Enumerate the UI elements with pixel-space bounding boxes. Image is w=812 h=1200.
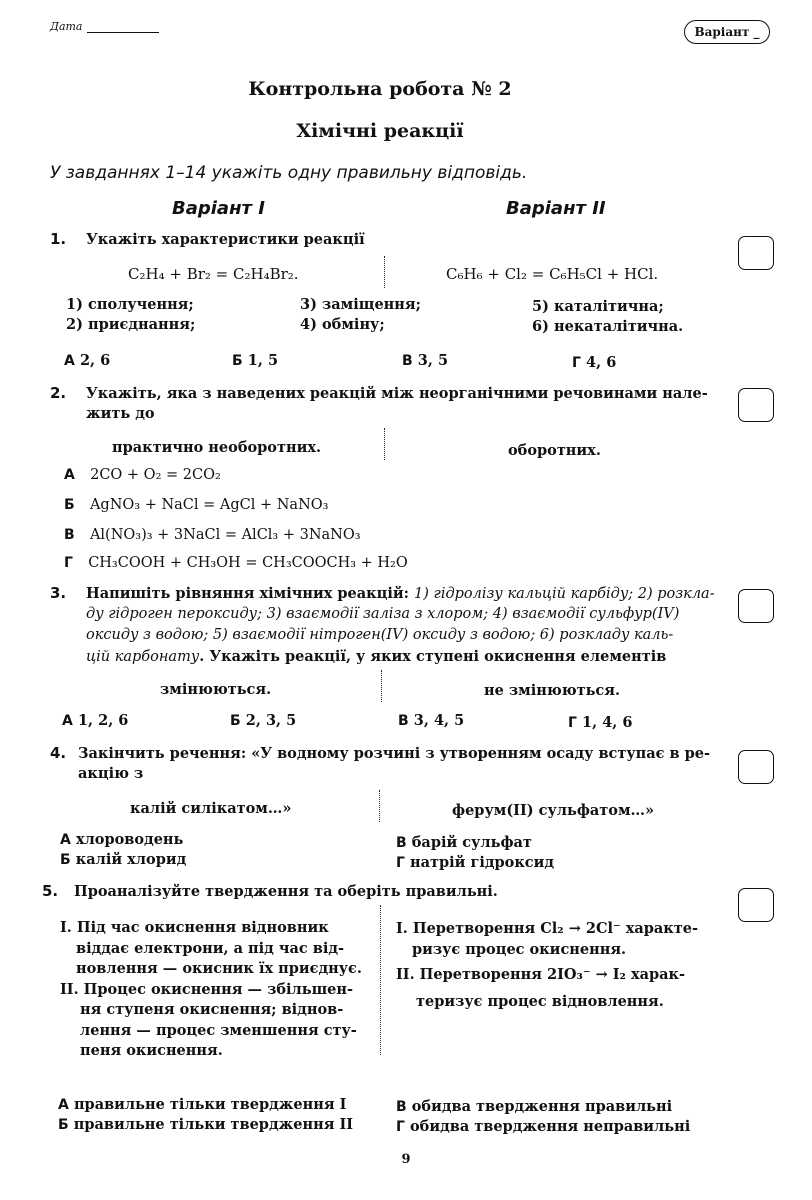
- answer-text: 2, 3, 5: [245, 712, 297, 729]
- answer-text: 3, 5: [417, 352, 449, 369]
- question-3-variant2: не змінюються.: [484, 682, 621, 699]
- column-divider: [381, 670, 382, 702]
- question-3-answer-box[interactable]: [738, 589, 774, 623]
- answer-letter: А: [64, 353, 75, 369]
- question-2-text-line1: Укажіть, яка з наведених реакцій між неорганічними речовинами нале-: [86, 385, 708, 402]
- answer-letter: Г: [396, 855, 405, 871]
- question-3-text-line1-a: Напишіть рівняння хімічних реакцій:: [86, 585, 414, 602]
- question-3-text-line4-b: . Укажіть реакції, у яких ступені окиснення елементів: [199, 648, 667, 665]
- question-3-text-line3: оксиду з водою; 5) взаємодії нітроген(IV) оксиду з водою; 6) розкладу каль-: [86, 627, 674, 643]
- answer-letter: В: [402, 353, 413, 369]
- answer-letter: Б: [58, 1117, 69, 1133]
- answer-text: AgNO₃ + NaCl = AgCl + NaNO₃: [89, 497, 329, 513]
- answer-text: Al(NO₃)₃ + 3NaCl = AlCl₃ + 3NaNO₃: [89, 527, 361, 543]
- answer-text: обидва твердження правильні: [411, 1098, 673, 1115]
- question-1-answer-b[interactable]: [232, 350, 278, 371]
- question-5-answer-c[interactable]: [396, 1096, 672, 1117]
- question-1-option-6: 6) некаталітична.: [532, 318, 684, 335]
- answer-letter: Г: [568, 715, 577, 731]
- answer-letter: Г: [396, 1119, 405, 1135]
- question-5-text: Проаналізуйте твердження та оберіть правильні.: [74, 883, 498, 900]
- question-4-variant1: калій силікатом…»: [130, 800, 292, 817]
- variant-badge[interactable]: Варіант _: [684, 20, 770, 44]
- column-divider: [384, 256, 385, 288]
- answer-text: обидва твердження неправильні: [410, 1118, 691, 1135]
- question-2-answer-c[interactable]: [64, 524, 361, 545]
- answer-text: 1, 2, 6: [77, 712, 129, 729]
- answer-text: 2, 6: [79, 352, 111, 369]
- statement-line: ризує процес окиснення.: [412, 941, 627, 958]
- answer-text: калій хлорид: [75, 851, 187, 868]
- statement-line: ня ступеня окиснення; віднов-: [80, 1001, 344, 1018]
- question-2-text-line2: жить до: [86, 405, 155, 422]
- question-1-option-1: 1) сполучення;: [66, 296, 194, 313]
- answer-letter: Б: [230, 713, 241, 729]
- question-3-text-line4: [86, 646, 666, 668]
- page-title: Контрольна робота № 2: [248, 78, 512, 100]
- question-3-text-line4-a: цій карбонату: [86, 649, 200, 665]
- answer-text: 2CO + O₂ = 2CO₂: [90, 467, 221, 483]
- question-3-answer-a[interactable]: [62, 710, 128, 731]
- answer-letter: А: [60, 832, 71, 848]
- question-3-number: 3.: [50, 584, 67, 602]
- question-5-answer-a[interactable]: [58, 1094, 346, 1115]
- question-2-answer-a[interactable]: [64, 464, 221, 485]
- question-5-answer-d[interactable]: [396, 1116, 690, 1137]
- page-number: 9: [401, 1152, 411, 1167]
- question-1-number: 1.: [50, 230, 67, 248]
- statement-line: II. Процес окиснення — збільшен-: [60, 980, 354, 998]
- question-1-answer-c[interactable]: [402, 350, 448, 371]
- question-2-answer-box[interactable]: [738, 388, 774, 422]
- statement-line: новлення — окисник їх приєднує.: [76, 960, 362, 977]
- column-divider: [384, 428, 385, 460]
- statement-line: I. Перетворення Cl₂ → 2Cl⁻ характе-: [396, 920, 699, 937]
- question-4-answer-b[interactable]: [60, 849, 186, 870]
- question-5-answer-box[interactable]: [738, 888, 774, 922]
- answer-letter: В: [64, 527, 75, 543]
- question-4-answer-d[interactable]: [396, 852, 554, 873]
- answer-text: правильне тільки твердження II: [73, 1116, 354, 1133]
- date-field: [50, 20, 159, 33]
- answer-letter: А: [58, 1097, 69, 1113]
- statement-line: I. Під час окиснення відновник: [60, 919, 329, 936]
- question-5-variant2-statements: [396, 918, 726, 1012]
- statement-line: пеня окиснення.: [80, 1042, 223, 1059]
- question-3-text-line1: [86, 583, 726, 605]
- question-1-option-3: 3) заміщення;: [300, 296, 421, 313]
- date-label: Дата: [50, 20, 83, 33]
- question-1-variant1-equation: C₂H₄ + Br₂ = C₂H₄Br₂.: [128, 265, 299, 283]
- variant-1-header: Варіант I: [172, 198, 265, 219]
- question-2-variant2: оборотних.: [508, 442, 601, 459]
- answer-text: 3, 4, 5: [413, 712, 465, 729]
- answer-letter: Б: [60, 852, 71, 868]
- answer-letter: В: [398, 713, 409, 729]
- statement-line: теризує процес відновлення.: [416, 993, 664, 1010]
- question-1-answer-box[interactable]: [738, 236, 774, 270]
- question-3-variant1: змінюються.: [160, 681, 272, 698]
- answer-letter: В: [396, 835, 407, 851]
- question-1-option-4: 4) обміну;: [300, 316, 385, 333]
- question-5-variant1-statements: [60, 918, 370, 1062]
- question-1-answer-d[interactable]: [572, 352, 616, 373]
- answer-text: 4, 6: [586, 354, 617, 371]
- question-1-option-2: 2) приєднання;: [66, 316, 196, 333]
- question-3-text-line2: ду гідроген пероксиду; 3) взаємодії заліза з хлором; 4) взаємодії сульфур(IV): [86, 606, 680, 622]
- answer-text: хлороводень: [75, 831, 184, 848]
- question-5-number: 5.: [42, 882, 59, 900]
- question-3-answer-b[interactable]: [230, 710, 296, 731]
- question-4-variant2: ферум(II) сульфатом…»: [452, 802, 655, 819]
- answer-letter: Б: [232, 353, 243, 369]
- question-4-text-line1: Закінчить речення: «У водному розчині з утворенням осаду вступає в ре-: [78, 745, 711, 762]
- question-1-answer-a[interactable]: [64, 350, 110, 371]
- answer-letter: Б: [64, 497, 75, 513]
- column-divider: [380, 905, 381, 1055]
- answer-text: 1, 4, 6: [582, 714, 633, 731]
- column-divider: [379, 790, 380, 822]
- statement-line: II. Перетворення 2IO₃⁻ → I₂ харак-: [396, 966, 686, 983]
- question-4-answer-box[interactable]: [738, 750, 774, 784]
- answer-text: CH₃COOH + CH₃OH = CH₃COOCH₃ + H₂O: [88, 555, 408, 571]
- statement-line: лення — процес зменшення сту-: [80, 1021, 357, 1039]
- question-5-answer-b[interactable]: [58, 1114, 353, 1135]
- question-2-answer-d[interactable]: [64, 552, 408, 573]
- instruction-text: У завданнях 1–14 укажіть одну правильну відповідь.: [50, 163, 528, 183]
- question-4-answer-a[interactable]: [60, 829, 183, 850]
- answer-letter: В: [396, 1099, 407, 1115]
- question-3-answer-c[interactable]: [398, 710, 464, 731]
- page-subtitle: Хімічні реакції: [296, 120, 464, 142]
- question-4-answer-c[interactable]: [396, 832, 532, 853]
- date-blank-line[interactable]: [87, 32, 159, 33]
- question-2-number: 2.: [50, 384, 67, 402]
- question-4-text-line2: акцію з: [78, 765, 144, 782]
- answer-text: 1, 5: [247, 352, 279, 369]
- question-1-variant2-equation: C₆H₆ + Cl₂ = C₆H₅Cl + HCl.: [446, 265, 659, 283]
- statement-line: віддає електрони, а під час від-: [76, 939, 345, 957]
- answer-letter: Г: [64, 555, 73, 571]
- question-2-variant1: практично необоротних.: [112, 439, 322, 456]
- answer-text: барій сульфат: [411, 834, 532, 851]
- question-1-text: Укажіть характеристики реакції: [86, 231, 365, 248]
- answer-letter: А: [62, 713, 73, 729]
- answer-text: правильне тільки твердження I: [73, 1096, 347, 1113]
- answer-text: натрій гідроксид: [410, 854, 555, 871]
- answer-letter: Г: [572, 355, 581, 371]
- variant-2-header: Варіант II: [506, 198, 606, 219]
- question-2-answer-b[interactable]: [64, 494, 328, 515]
- question-3-text-line1-b: 1) гідролізу кальцій карбіду; 2) розкла-: [414, 586, 715, 602]
- question-1-option-5: 5) каталітична;: [532, 298, 664, 315]
- question-4-number: 4.: [50, 744, 67, 762]
- answer-letter: А: [64, 467, 75, 483]
- question-3-answer-d[interactable]: [568, 712, 632, 733]
